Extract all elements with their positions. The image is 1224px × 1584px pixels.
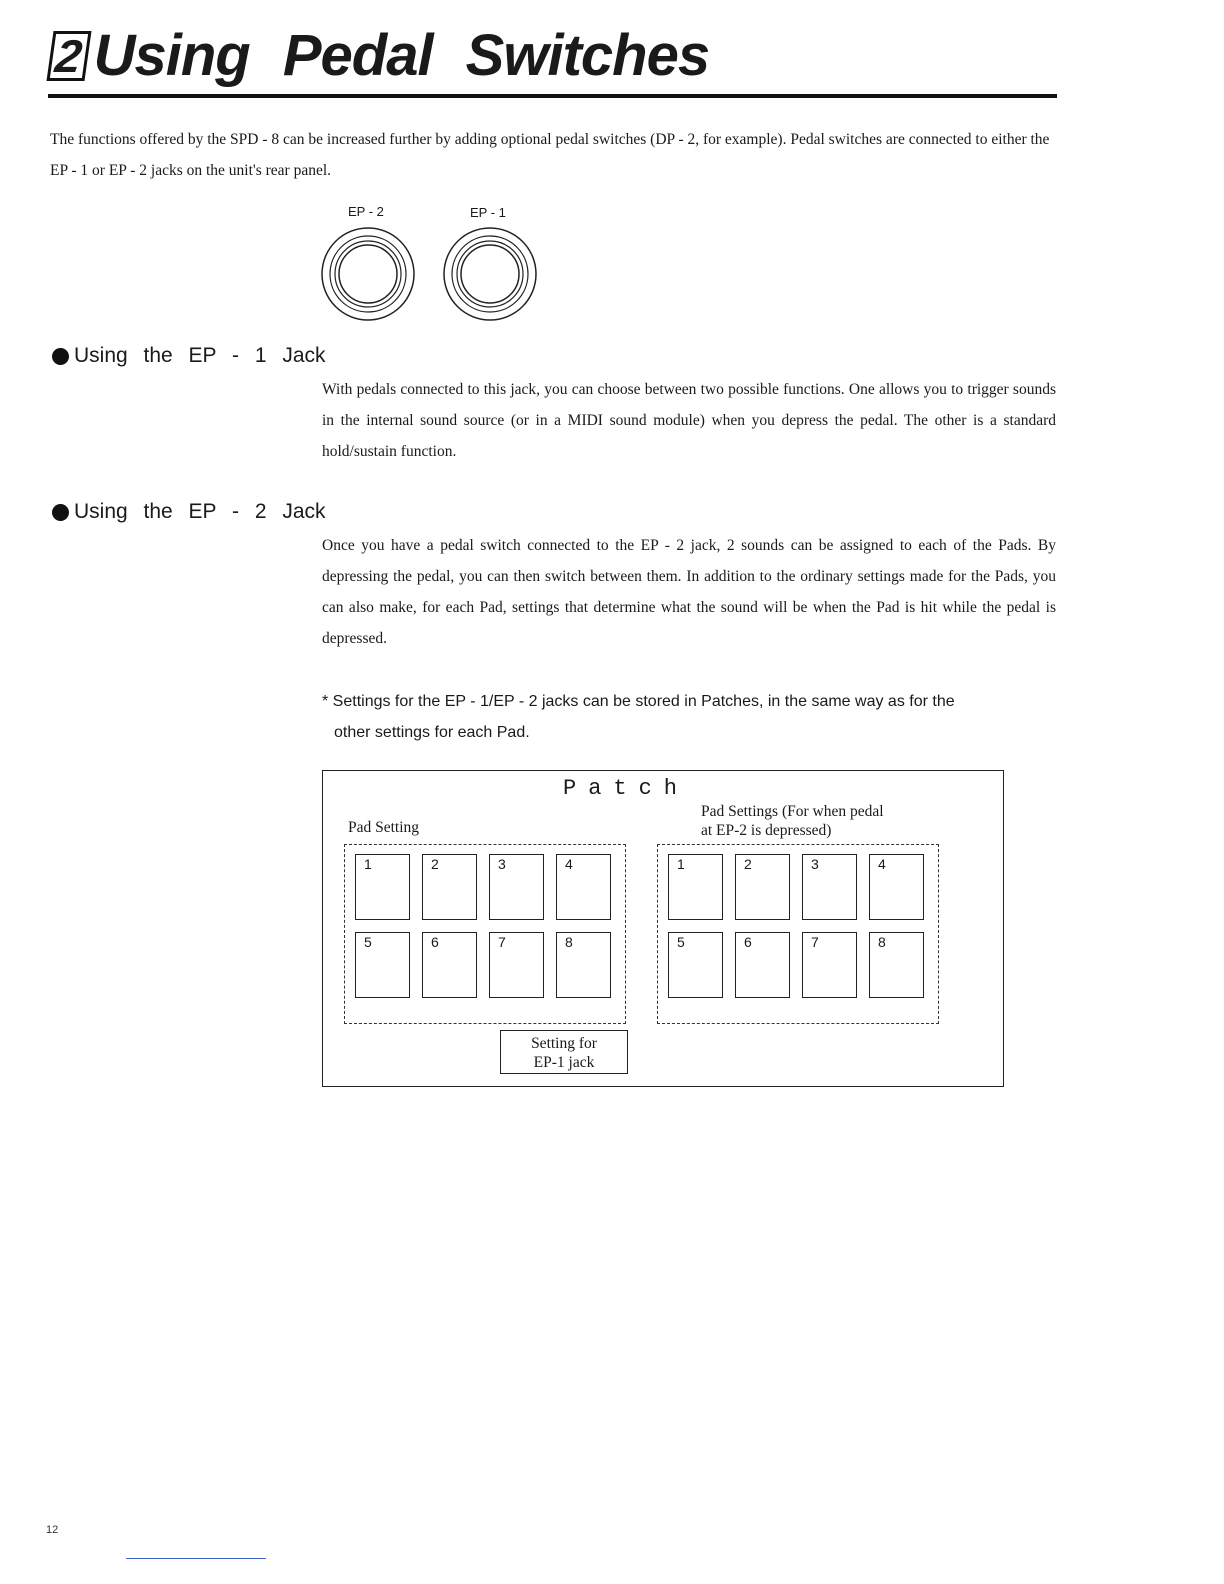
jack-illustration (318, 224, 544, 328)
pad (489, 932, 544, 998)
ep1-setting-box (500, 1030, 628, 1074)
pad-number: 4 (878, 856, 886, 872)
footer-rule (126, 1558, 266, 1559)
intro-paragraph: The functions offered by the SPD - 8 can be increased further by adding optional pedal switches (DP - 2, for example). Pedal switches are connected to either the EP - 1 or EP - 2 jacks on the unit's rear panel. (50, 131, 1050, 179)
pad-number: 1 (364, 856, 372, 872)
pedal-label-line-2: at EP-2 is depressed) (701, 822, 832, 839)
bullet-icon (52, 504, 69, 521)
note-line-1: * Settings for the EP - 1/EP - 2 jacks can be stored in Patches, in the same way as for the (322, 693, 955, 710)
pad-setting-group (344, 844, 626, 1024)
ep1-heading-text: Using the EP - 1 Jack (74, 344, 326, 367)
pad (869, 854, 924, 920)
title-text: Using Pedal Switches (93, 23, 710, 88)
pad (556, 854, 611, 920)
ep2-paragraph: Once you have a pedal switch connected to the EP - 2 jack, 2 sounds can be assigned to each of the Pads. By depressing the pedal, you can then switch between them. In addition to the ordinary settings made for the Pads, you can also make, for each Pad, settings that determine what the sound will be when the Pad is hit while the pedal is depressed. (322, 537, 1056, 647)
pad (489, 854, 544, 920)
pad (422, 854, 477, 920)
note-line-2: other settings for each Pad. (334, 724, 530, 741)
note (322, 686, 1056, 748)
pedal-pad-settings-label (701, 802, 884, 840)
ep1-jack-icon (444, 228, 536, 320)
pad (735, 854, 790, 920)
page-title (50, 22, 709, 89)
ep1-heading (52, 344, 326, 368)
pad (802, 854, 857, 920)
ep1-paragraph: With pedals connected to this jack, you can choose between two possible functions. One allows you to trigger sounds in the internal sound source (or in a MIDI sound module) when you depress the pedal. The other is a standard hold/sustain function. (322, 381, 1056, 460)
pad-number: 2 (431, 856, 439, 872)
pad-number: 7 (811, 934, 819, 950)
page-number: 12 (46, 1524, 59, 1536)
pad (668, 932, 723, 998)
pad-number: 3 (811, 856, 819, 872)
pad (422, 932, 477, 998)
pad (869, 932, 924, 998)
pad-number: 3 (498, 856, 506, 872)
ep2-jack-icon (322, 228, 414, 320)
pad (668, 854, 723, 920)
pad-number: 8 (878, 934, 886, 950)
pad-number: 6 (744, 934, 752, 950)
pad-setting-label: Pad Setting (348, 819, 420, 836)
ep1-jack-label: EP - 1 (470, 205, 506, 220)
pad-number: 4 (565, 856, 573, 872)
ep2-jack-label: EP - 2 (348, 204, 384, 219)
ep1-setting-line-2: EP-1 jack (533, 1054, 595, 1071)
pad-number: 6 (431, 934, 439, 950)
pad-number: 7 (498, 934, 506, 950)
section-number: 2 (46, 31, 91, 81)
pedal-label-line-1: Pad Settings (For when pedal (701, 803, 884, 820)
ep2-heading-text: Using the EP - 2 Jack (74, 500, 326, 523)
pad (802, 932, 857, 998)
pad-number: 8 (565, 934, 573, 950)
pad (556, 932, 611, 998)
pad-number: 5 (364, 934, 372, 950)
bullet-icon (52, 348, 69, 365)
ep1-setting-line-1: Setting for (531, 1035, 597, 1052)
pad-number: 2 (744, 856, 752, 872)
pad-number: 5 (677, 934, 685, 950)
pedal-pad-setting-group (657, 844, 939, 1024)
pad (735, 932, 790, 998)
pad (355, 932, 410, 998)
pad-number: 1 (677, 856, 685, 872)
pad (355, 854, 410, 920)
ep2-heading (52, 500, 326, 524)
title-rule (48, 94, 1057, 98)
patch-title: Patch (563, 776, 690, 801)
